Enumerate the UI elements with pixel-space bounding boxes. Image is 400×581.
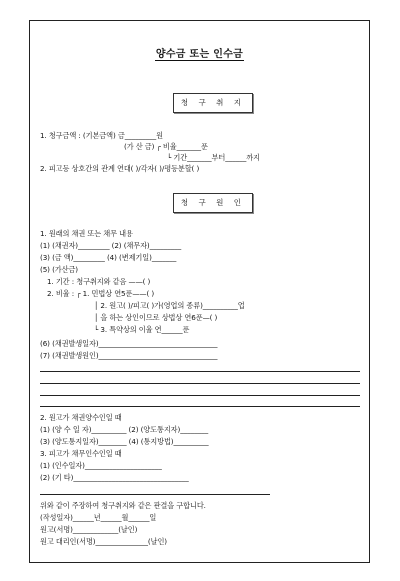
- plaintiff-signature-line: 원고(서명)_____________(날인): [40, 525, 138, 534]
- other-line: (2) (기 타)_________________________________: [40, 473, 189, 482]
- blank-rule-2: [40, 383, 360, 384]
- cause-heading-box: 청 구 원 인: [173, 193, 253, 213]
- assumer-heading: 3. 피고가 채무인수인일 때: [40, 449, 122, 458]
- amount-duedate-line: (3) (금 액)_________ (4) (변제기일)_______: [40, 253, 177, 262]
- surcharge-rate-line: 2. 비율 : ┌ 1. 민법상 연5푼——( ): [47, 289, 155, 298]
- assignee-heading: 2. 원고가 채권양수인일 때: [40, 413, 122, 422]
- document-page: [29, 20, 370, 563]
- claim-heading-box: 청 구 취 지: [173, 93, 253, 113]
- claim-cause-line: (7) (채권발생원인)__________________________________: [40, 351, 218, 360]
- commercial-rate-line: │ 2. 원고( )/피고( )가(영업의 종류)__________업: [94, 301, 245, 310]
- agent-signature-line: 원고 대리인(서명)_______________(날인): [40, 537, 167, 546]
- blank-rule-4: [40, 406, 360, 407]
- blank-rule-3: [40, 395, 360, 396]
- creditor-debtor-line: (1) (채권자)_________ (2) (채무자)_________: [40, 241, 182, 250]
- claim-amount-line: 1. 청구금액 : (기본금액) 금_________원: [40, 131, 164, 140]
- surcharge-label: (5) (가산금): [40, 265, 79, 274]
- assumption-date-line: (1) (인수일자)______________________: [40, 461, 162, 470]
- original-claim-heading: 1. 원래의 채권 또는 채무 내용: [40, 229, 133, 238]
- document-title: 양수금 또는 인수금: [155, 49, 244, 60]
- date-written-line: (작성일자)______년______월______일: [40, 513, 157, 522]
- defendant-relation-line: 2. 피고등 상호간의 관계 연대( )/각자( )/평등분할( ): [40, 164, 200, 173]
- blank-rule-5: [40, 494, 270, 495]
- claim-period-line: └ 기간_______부터______까지: [167, 153, 260, 162]
- notice-date-line: (3) (양도통지일자)________ (4) (통지방법)__________: [40, 437, 209, 446]
- special-rate-line: └ 3. 특약상의 이율 연______푼: [94, 325, 190, 334]
- claim-added-amount-line: (가 산 금) ┌ 비율_______푼: [124, 142, 208, 151]
- conclusion-line: 위와 같이 주장하여 청구취지와 같은 판결을 구합니다.: [40, 501, 206, 510]
- blank-rule-1: [40, 371, 360, 372]
- assignment-date-line: (1) (양 수 일 자)__________ (2) (양도통지자)________: [40, 425, 209, 434]
- commercial-rate-line-cont: │ 을 하는 상인이므로 상법상 연6푼—( ): [94, 313, 218, 322]
- surcharge-period-line: 1. 기간 : 청구취지와 같음 ——( ): [47, 277, 151, 286]
- claim-date-line: (6) (채권발생일자)__________________________________: [40, 339, 218, 348]
